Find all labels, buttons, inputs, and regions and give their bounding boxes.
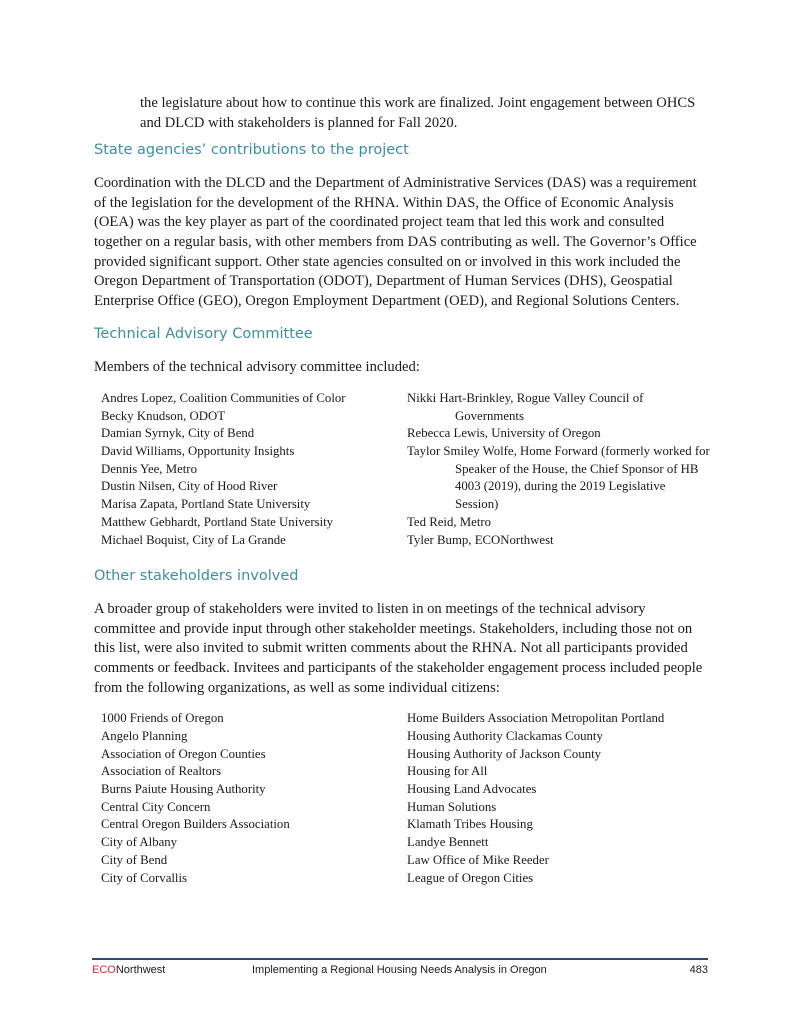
brand-northwest: Northwest [115,964,166,976]
list-item: Becky Knudson, ODOT [101,408,226,423]
list-item: Burns Paiute Housing Authority [101,782,266,797]
list-item: Michael Boquist, City of La Grande [101,532,286,547]
list-item: League of Oregon Cities [407,870,534,885]
list-item: Central City Concern [101,799,211,814]
list-item: Marisa Zapata, Portland State University [101,497,311,512]
list-item: Association of Realtors [101,764,222,779]
list-item: Nikki Hart-Brinkley, Rogue Valley Council of Governments [407,390,644,423]
list-item: Housing Authority Clackamas County [407,728,603,743]
orgs-right-column [407,710,711,887]
section-heading-tac: Technical Advisory Committee [94,326,313,343]
list-item: Human Solutions [407,799,497,814]
state-agencies-paragraph: Coordination with the DLCD and the Department of Administrative Services (DAS) was a requirement of the legislation for the development of the RHNA. Within DAS, the Office of Economic Analysis (OEA) was the key player as part of the coordinated project team that led this work and consulted together on a regular basis, with other members from DAS contributing as well. The Governor’s Office provided significant support. Other state agencies consulted on or involved in this work included the Oregon Department of Transportation (ODOT), Department of Human Services (DHS), Geospatial Enterprise Office (GEO), Oregon Employment Department (OED), and Regional Solutions Centers. [94,175,697,309]
section-heading-stakeholders: Other stakeholders involved [94,568,299,585]
list-item: Landye Bennett [407,835,489,850]
list-item: Dennis Yee, Metro [101,461,197,476]
list-item: City of Bend [101,852,168,867]
page-number: 483 [689,964,708,976]
list-item: Taylor Smiley Wolfe, Home Forward (formerly worked for Speaker of the House, the Chief Sponsor of HB 4003 (2019), during the 2019 Legislative Session) [407,444,710,512]
list-item: Klamath Tribes Housing [407,817,533,832]
stakeholder-orgs-list [101,710,711,887]
list-item: City of Corvallis [101,870,188,885]
list-item: Angelo Planning [101,728,188,743]
list-item: Housing Land Advocates [407,782,537,797]
list-item: 1000 Friends of Oregon [101,711,224,726]
brand-eco: ECO [92,964,116,976]
list-item: Andres Lopez, Coalition Communities of Color [101,390,346,405]
list-item: Matthew Gebhardt, Portland State University [101,514,334,529]
list-item: City of Albany [101,835,178,850]
list-item: David Williams, Opportunity Insights [101,444,295,459]
tac-members-list [101,390,711,549]
list-item: Central Oregon Builders Association [101,817,290,832]
footer-brand [92,963,252,977]
list-item: Damian Syrnyk, City of Bend [101,426,255,441]
tac-right-column [407,390,711,549]
section-heading-state-agencies: State agencies’ contributions to the project [94,142,409,159]
stakeholders-paragraph: A broader group of stakeholders were invited to listen in on meetings of the technical advisory committee and provide input through other stakeholder meetings. Stakeholders, including those not on this list, were also invited to submit written comments about the RHNA. Not all participants provided comments or feedback. Invitees and participants of the stakeholder engagement process included people from the following organizations, as well as some individual citizens: [94,601,703,696]
list-item: Housing for All [407,764,488,779]
list-item: Home Builders Association Metropolitan Portland [407,711,665,726]
list-item: Housing Authority of Jackson County [407,746,602,761]
list-item: Law Office of Mike Reeder [407,852,549,867]
list-item: Tyler Bump, ECONorthwest [407,532,554,547]
list-item: Rebecca Lewis, University of Oregon [407,426,601,441]
list-item: Dustin Nilsen, City of Hood River [101,479,278,494]
tac-intro: Members of the technical advisory committee included: [94,359,420,376]
page-footer [92,958,708,977]
list-item: Ted Reid, Metro [407,514,492,529]
tac-left-column [101,390,407,549]
intro-paragraph: the legislature about how to continue this work are finalized. Joint engagement between OHCS and DLCD with stakeholders is planned for Fall 2020. [140,95,696,131]
list-item: Association of Oregon Counties [101,746,266,761]
footer-title: Implementing a Regional Housing Needs Analysis in Oregon [252,964,547,976]
orgs-left-column [101,710,407,887]
